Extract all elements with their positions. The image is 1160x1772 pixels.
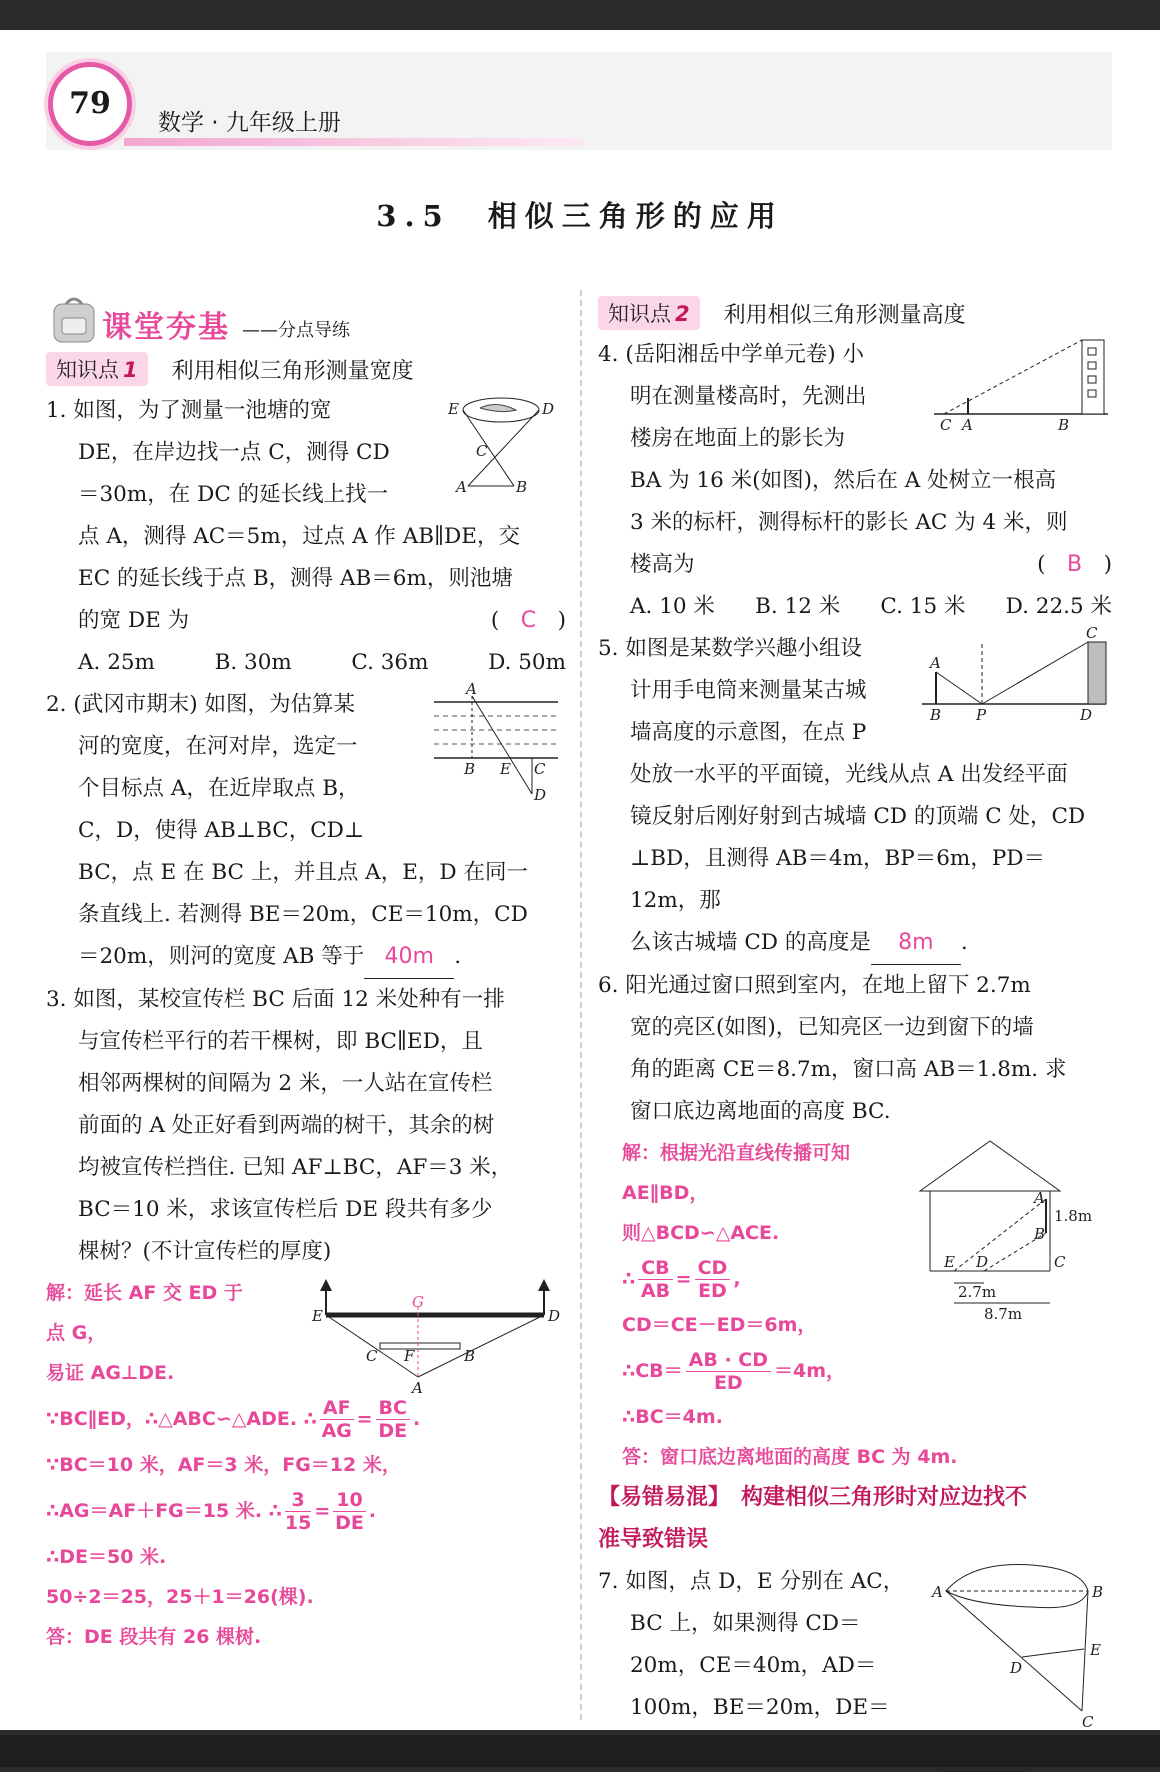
- svg-text:C: C: [1082, 1713, 1094, 1731]
- svg-text:A: A: [962, 416, 973, 434]
- svg-text:A: A: [1034, 1189, 1045, 1207]
- svg-text:C: C: [366, 1347, 378, 1365]
- svg-text:G: G: [412, 1293, 424, 1311]
- q2-line-7: ＝20m，则河的宽度 AB 等于 40m .: [46, 936, 566, 979]
- q1-option-a: A. 25m: [78, 650, 155, 675]
- q5-line-5: 镜反射后刚好射到古城墙 CD 的顶端 C 处，CD: [630, 804, 1086, 829]
- q4-line-2: 明在测量楼高时，先测出: [630, 384, 867, 409]
- q6-fig-height: 1.8m: [1054, 1207, 1093, 1225]
- q6-sol-1: 解：根据光沿直线传播可知: [622, 1142, 851, 1164]
- section-title: 3.5 相似三角形的应用: [376, 199, 784, 233]
- banner-title: 课堂夯基: [102, 310, 230, 345]
- q4-line-5: 3 米的标杆，测得标杆的影长 AC 为 4 米，则: [630, 510, 1068, 535]
- q2-line-4: C，D，使得 AB⊥BC，CD⊥: [78, 818, 365, 843]
- q1-line-4: 点 A，测得 AC＝5m，过点 A 作 AB∥DE，交: [78, 524, 520, 549]
- q5-line-1: 5. 如图是某数学兴趣小组设: [598, 636, 862, 661]
- q6-sol-3: 则△BCD∽△ACE.: [622, 1222, 780, 1244]
- svg-text:A: A: [930, 654, 941, 672]
- mistake-heading-2: 准导致错误: [598, 1527, 709, 1552]
- q4-option-a: A. 10 米: [630, 594, 715, 619]
- kp1-title: 利用相似三角形测量宽度: [171, 358, 414, 384]
- knowledge-point-1: [46, 352, 566, 386]
- q3-sol-6: ∴AG＝AF＋FG＝15 米. ∴ $\frac{3}{15}$ = $\frac{10}{DE}$ .: [46, 1489, 376, 1534]
- q3-sol-5: ∵BC＝10 米，AF＝3 米，FG＝12 米，: [46, 1454, 401, 1476]
- q6-line-3: 角的距离 CE＝8.7m，窗口高 AB＝1.8m. 求: [630, 1057, 1067, 1082]
- svg-text:B: B: [464, 760, 476, 778]
- q1-line-6: 的宽 DE 为 ( C ): [78, 608, 566, 633]
- q5-figure: [920, 624, 1110, 728]
- q1-option-b: B. 30m: [214, 650, 292, 675]
- page-number: 79: [48, 62, 132, 146]
- q6-fig-width2: 8.7m: [984, 1305, 1023, 1323]
- question-4: [598, 334, 1112, 628]
- q2-line-6: 条直线上. 若测得 BE＝20m，CE＝10m，CD: [78, 902, 528, 927]
- q2-figure: [432, 680, 562, 814]
- q4-options: [598, 586, 1112, 628]
- q3-line-7: 棵树？(不计宣传栏的厚度): [78, 1239, 332, 1264]
- svg-text:C: C: [1054, 1253, 1066, 1271]
- q4-figure: [932, 334, 1112, 434]
- q3-line-1: 3. 如图，某校宣传栏 BC 后面 12 米处种有一排: [46, 987, 505, 1012]
- q1-answer: C: [520, 608, 537, 633]
- svg-text:E: E: [1090, 1641, 1101, 1659]
- q4-answer: B: [1067, 552, 1083, 577]
- q3-line-2: 与宣传栏平行的若干棵树，即 BC∥ED，且: [78, 1029, 483, 1054]
- q3-sol-2: 点 G，: [46, 1322, 107, 1344]
- svg-text:D: D: [548, 1307, 561, 1325]
- q3-sol-1: 解：延长 AF 交 ED 于: [46, 1282, 243, 1304]
- q3-sol-8: 50÷2＝25，25＋1＝26(棵).: [46, 1586, 314, 1608]
- svg-text:A: A: [932, 1583, 943, 1601]
- q3-sol-4: ∵BC∥ED，∴△ABC∽△ADE. ∴ $\frac{AF}{AG}$ = $\frac{BC}{DE}$ .: [46, 1397, 421, 1442]
- svg-text:B: B: [1092, 1583, 1104, 1601]
- svg-text:C: C: [476, 442, 488, 460]
- q3-line-6: BC＝10 米，求该宣传栏后 DE 段共有多少: [78, 1197, 493, 1222]
- q2-line-1: 2. (武冈市期末) 如图，为估算某: [46, 692, 355, 717]
- svg-text:D: D: [976, 1253, 989, 1271]
- svg-text:B: B: [464, 1347, 476, 1365]
- q5-line-6: ⊥BD，且测得 AB＝4m，BP＝6m，PD＝12m，那: [630, 846, 1046, 913]
- q4-line-1: 4. (岳阳湘岳中学单元卷) 小: [598, 342, 864, 367]
- q6-figure: [914, 1137, 1114, 1327]
- mistake-heading: 【易错易混】 构建相似三角形时对应边找不: [598, 1485, 1028, 1510]
- q7-line-3: 20m，CE＝40m，AD＝: [630, 1653, 877, 1678]
- q3-line-5: 均被宣传栏挡住. 已知 AF⊥BC，AF＝3 米，: [78, 1155, 513, 1180]
- svg-text:B: B: [1058, 416, 1070, 434]
- backpack-icon: [46, 294, 102, 346]
- q1-option-d: D. 50m: [488, 650, 566, 675]
- svg-text:F: F: [404, 1347, 415, 1365]
- q3-sol-7: ∴DE＝50 米.: [46, 1546, 167, 1568]
- q5-answer: 8m: [871, 922, 961, 965]
- q7-line-2: BC 上，如果测得 CD＝: [630, 1611, 861, 1636]
- q2-answer: 40m: [364, 936, 454, 979]
- svg-text:B: B: [930, 706, 942, 724]
- q7-figure: [932, 1561, 1112, 1731]
- question-5: [598, 624, 1112, 965]
- kp2-title: 利用相似三角形测量高度: [723, 302, 966, 328]
- q3-sol-3: 易证 AG⊥DE.: [46, 1362, 175, 1384]
- q4-option-d: D. 22.5 米: [1005, 594, 1112, 619]
- q4-line-3: 楼房在地面上的影长为: [630, 426, 846, 451]
- q4-line-4: BA 为 16 米(如图)，然后在 A 处树立一根高: [630, 468, 1057, 493]
- q5-line-2: 计用手电筒来测量某古城: [630, 678, 867, 703]
- q4-option-b: B. 12 米: [755, 594, 841, 619]
- q6-sol-4: ∴ $\frac{CB}{AB}$ = $\frac{CD}{ED}$ ,: [622, 1257, 741, 1302]
- q1-line-1: 1. 如图，为了测量一池塘的宽: [46, 398, 332, 423]
- page: [0, 30, 1160, 1730]
- q2-line-5: BC，点 E 在 BC 上，并且点 A，E，D 在同一: [78, 860, 528, 885]
- q6-sol-8: 答：窗口底边离地面的高度 BC 为 4m.: [622, 1446, 958, 1468]
- q6-fig-width1: 2.7m: [958, 1283, 997, 1301]
- banner: [46, 290, 566, 346]
- q2-line-3: 个目标点 A，在近岸取点 B，: [78, 776, 360, 801]
- kp2-num: 2: [675, 302, 690, 326]
- q1-line-5: EC 的延长线于点 B，测得 AB＝6m，则池塘: [78, 566, 513, 591]
- q6-line-1: 6. 阳光通过窗口照到室内，在地上留下 2.7m: [598, 973, 1031, 998]
- svg-text:E: E: [500, 760, 511, 778]
- q1-option-c: C. 36m: [351, 650, 429, 675]
- q3-sol-9: 答：DE 段共有 26 棵树.: [46, 1626, 262, 1648]
- q6-sol-6: ∴CB＝ $\frac{AB \cdot CD}{ED}$ ＝4m，: [622, 1349, 846, 1394]
- header-accent: [124, 138, 584, 146]
- left-column: [46, 290, 566, 1657]
- q5-line-4: 处放一水平的平面镜，光线从点 A 出发经平面: [630, 762, 1068, 787]
- q2-line-2: 河的宽度，在河对岸，选定一: [78, 734, 358, 759]
- q4-line-6: 楼高为 ( B ): [630, 552, 1112, 577]
- book-title: 数学 · 九年级上册: [158, 110, 341, 136]
- svg-text:C: C: [940, 416, 952, 434]
- svg-text:A: A: [412, 1379, 423, 1397]
- q3-line-4: 前面的 A 处正好看到两端的树干，其余的树: [78, 1113, 495, 1138]
- svg-text:B: B: [516, 478, 528, 496]
- question-6: [598, 965, 1112, 1477]
- q1-options: [46, 642, 566, 684]
- question-2: [46, 680, 566, 979]
- svg-text:C: C: [534, 760, 546, 778]
- q3-figure: [308, 1277, 561, 1397]
- svg-text:D: D: [1080, 706, 1093, 724]
- svg-text:D: D: [534, 786, 547, 804]
- svg-text:D: D: [1010, 1659, 1023, 1677]
- svg-text:C: C: [1086, 624, 1098, 642]
- svg-text:D: D: [542, 400, 555, 418]
- q7-line-4: 100m，BE＝20m，DE＝: [630, 1695, 890, 1720]
- q1-figure: [446, 394, 556, 494]
- svg-text:E: E: [448, 400, 459, 418]
- svg-text:P: P: [976, 706, 987, 724]
- q6-line-4: 窗口底边离地面的高度 BC.: [630, 1099, 891, 1124]
- svg-text:A: A: [466, 680, 477, 698]
- svg-text:E: E: [944, 1253, 955, 1271]
- q6-sol-7: ∴BC＝4m.: [622, 1406, 723, 1428]
- kp1-tag: 知识点: [56, 358, 119, 382]
- kp2-tag: 知识点: [608, 302, 671, 326]
- column-divider: [580, 290, 582, 1720]
- banner-subtitle: ——分点导练: [242, 320, 350, 341]
- q1-line-3: ＝30m，在 DC 的延长线上找一: [78, 482, 389, 507]
- q1-line-2: DE，在岸边找一点 C，测得 CD: [78, 440, 390, 465]
- knowledge-point-2: [598, 296, 1112, 330]
- q4-option-c: C. 15 米: [880, 594, 966, 619]
- question-3: [46, 979, 566, 1657]
- q6-sol-2: AE∥BD，: [622, 1182, 709, 1204]
- svg-text:E: E: [312, 1307, 323, 1325]
- q6-line-2: 宽的亮区(如图)，已知亮区一边到窗下的墙: [630, 1015, 1034, 1040]
- q7-line-1: 7. 如图，点 D，E 分别在 AC，: [598, 1569, 905, 1594]
- right-column: [598, 290, 1112, 1772]
- svg-text:A: A: [456, 478, 467, 496]
- q5-line-7: 么该古城墙 CD 的高度是 8m .: [598, 922, 1112, 965]
- q3-line-3: 相邻两棵树的间隔为 2 米，一人站在宣传栏: [78, 1071, 493, 1096]
- q5-line-3: 墙高度的示意图，在点 P: [630, 720, 867, 745]
- q6-sol-5: CD＝CE－ED＝6m，: [622, 1314, 817, 1336]
- question-1: [46, 390, 566, 684]
- bottom-bar: [0, 1735, 1160, 1767]
- kp1-num: 1: [123, 358, 138, 382]
- svg-text:B: B: [1034, 1225, 1046, 1243]
